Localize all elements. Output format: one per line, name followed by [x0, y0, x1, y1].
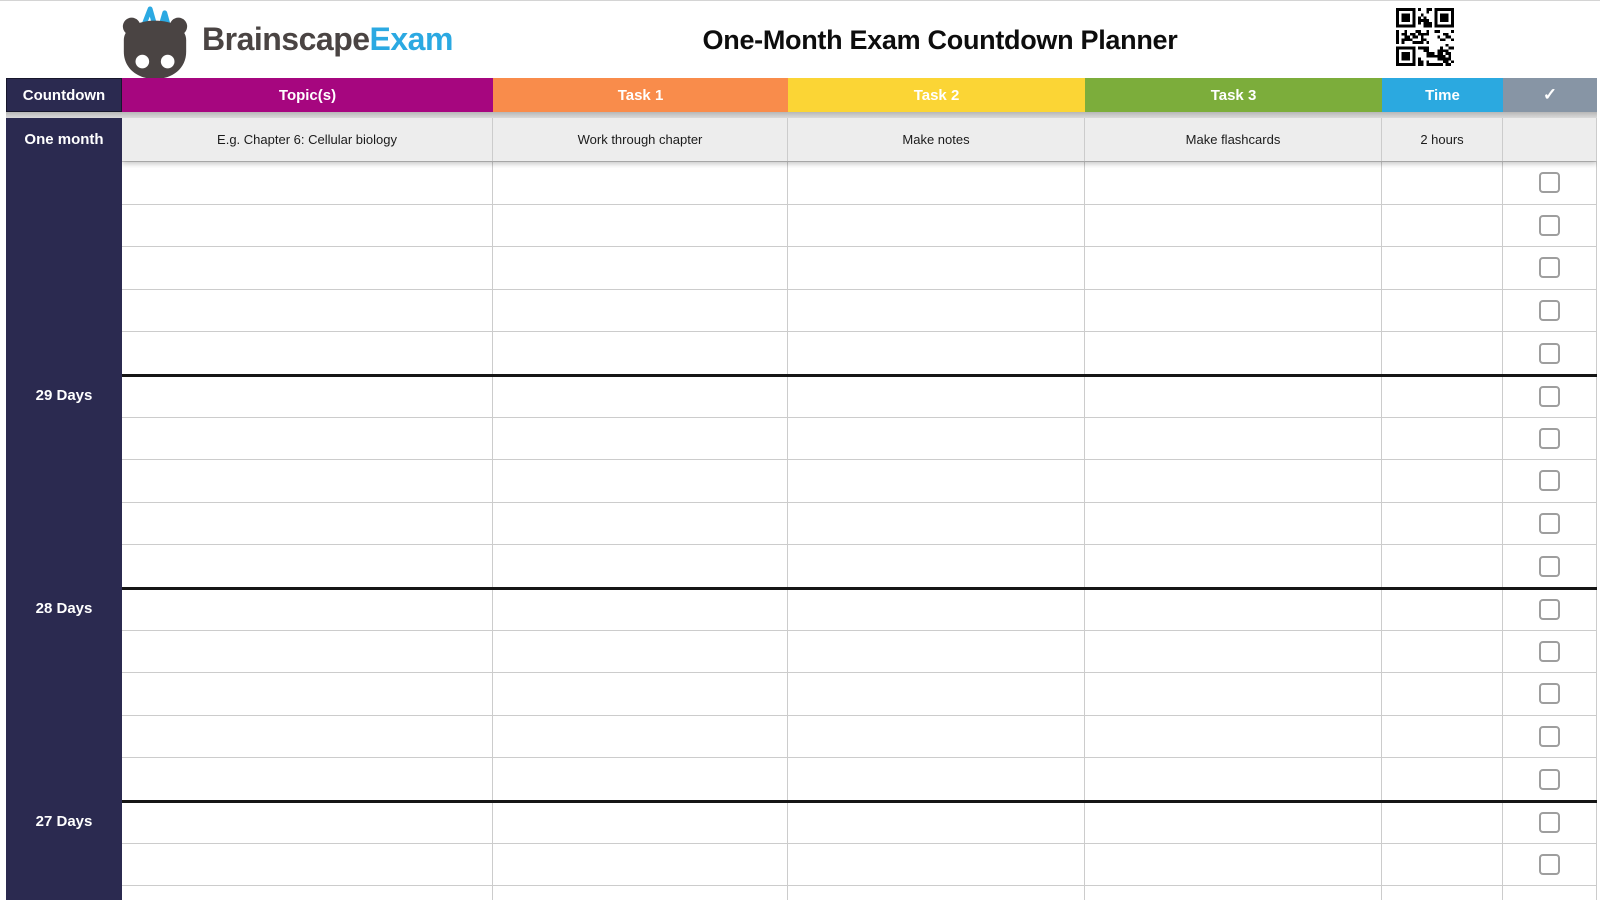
row-cell-task2[interactable] — [788, 247, 1085, 289]
row-cell-time[interactable] — [1382, 590, 1503, 630]
row-cell-task2[interactable] — [788, 673, 1085, 715]
task-checkbox[interactable] — [1539, 854, 1560, 875]
planner-row-partial — [122, 885, 1597, 900]
qr-modules — [1396, 8, 1454, 66]
row-cell-task1[interactable] — [493, 162, 788, 204]
row-cell-task1[interactable] — [493, 716, 788, 758]
row-cell-time[interactable] — [1382, 631, 1503, 673]
row-cell-topics[interactable] — [122, 590, 493, 630]
row-cell-task2[interactable] — [788, 162, 1085, 204]
row-cell-task3[interactable] — [1085, 332, 1382, 374]
planner-row — [122, 544, 1597, 587]
row-cell-task2[interactable] — [788, 844, 1085, 886]
row-cell-task1[interactable] — [493, 758, 788, 800]
countdown-section — [6, 118, 122, 374]
row-cell-time[interactable] — [1382, 844, 1503, 886]
row-cell-task2[interactable] — [788, 545, 1085, 587]
brand-name-primary: Brainscape — [202, 21, 370, 57]
row-cell-check[interactable] — [1503, 545, 1597, 587]
row-cell-task2[interactable] — [788, 460, 1085, 502]
row-cell-topics[interactable] — [122, 247, 493, 289]
row-cell-time[interactable] — [1382, 205, 1503, 247]
row-cell-time[interactable] — [1382, 716, 1503, 758]
row-cell-task1[interactable] — [493, 332, 788, 374]
task-checkbox[interactable] — [1539, 343, 1560, 364]
row-cell-task1[interactable] — [493, 886, 788, 900]
brainscape-logo-icon — [116, 5, 194, 77]
planner-row — [122, 246, 1597, 289]
task-checkbox[interactable] — [1539, 641, 1560, 662]
example-cell-task3[interactable]: Make flashcards — [1085, 118, 1382, 161]
example-cell-task2[interactable]: Make notes — [788, 118, 1085, 161]
row-cell-check[interactable] — [1503, 503, 1597, 545]
row-cell-time[interactable] — [1382, 162, 1503, 204]
row-cell-task1[interactable] — [493, 460, 788, 502]
row-cell-task3[interactable] — [1085, 290, 1382, 332]
task-checkbox[interactable] — [1539, 726, 1560, 747]
row-cell-time[interactable] — [1382, 886, 1503, 900]
row-cell-check[interactable] — [1503, 673, 1597, 715]
row-cell-task3[interactable] — [1085, 844, 1382, 886]
planner-row — [122, 161, 1597, 204]
row-cell-task2[interactable] — [788, 758, 1085, 800]
row-cell-task1[interactable] — [493, 545, 788, 587]
row-cell-topics[interactable] — [122, 377, 493, 417]
task-checkbox[interactable] — [1539, 683, 1560, 704]
column-header-countdown: Countdown — [6, 78, 122, 112]
column-header-time: Time — [1382, 78, 1503, 112]
row-cell-task3[interactable] — [1085, 377, 1382, 417]
row-cell-task2[interactable] — [788, 590, 1085, 630]
row-cell-check[interactable] — [1503, 205, 1597, 247]
page-title: One-Month Exam Countdown Planner — [702, 25, 1178, 55]
task-checkbox[interactable] — [1539, 769, 1560, 790]
row-cell-task3[interactable] — [1085, 886, 1382, 900]
row-cell-task2[interactable] — [788, 886, 1085, 900]
task-checkbox[interactable] — [1539, 513, 1560, 534]
task-checkbox[interactable] — [1539, 215, 1560, 236]
task-checkbox[interactable] — [1539, 556, 1560, 577]
planner-row — [122, 587, 1597, 630]
row-cell-task3[interactable] — [1085, 716, 1382, 758]
row-cell-task1[interactable] — [493, 205, 788, 247]
qr-code — [1396, 8, 1454, 68]
row-cell-task2[interactable] — [788, 290, 1085, 332]
row-cell-task3[interactable] — [1085, 673, 1382, 715]
row-cell-check[interactable] — [1503, 162, 1597, 204]
row-cell-task1[interactable] — [493, 631, 788, 673]
countdown-label: 29 Days — [35, 386, 93, 404]
countdown-section — [6, 374, 122, 587]
brand-wordmark — [202, 21, 453, 58]
row-cell-task1[interactable] — [493, 418, 788, 460]
example-row — [122, 118, 1597, 161]
row-cell-task1[interactable] — [493, 673, 788, 715]
column-header-task1: Task 1 — [493, 78, 788, 112]
column-header-check: ✓ — [1503, 78, 1597, 112]
row-cell-task2[interactable] — [788, 803, 1085, 843]
row-cell-check[interactable] — [1503, 290, 1597, 332]
task-checkbox[interactable] — [1539, 812, 1560, 833]
countdown-label: One month — [24, 131, 104, 148]
row-cell-task3[interactable] — [1085, 590, 1382, 630]
row-cell-task3[interactable] — [1085, 803, 1382, 843]
row-cell-topics[interactable] — [122, 716, 493, 758]
row-cell-topics[interactable] — [122, 844, 493, 886]
example-cell-task1[interactable]: Work through chapter — [493, 118, 788, 161]
countdown-planner-table — [6, 78, 1597, 900]
row-cell-topics[interactable] — [122, 673, 493, 715]
row-cell-topics[interactable] — [122, 803, 493, 843]
planner-row — [122, 672, 1597, 715]
row-cell-task3[interactable] — [1085, 545, 1382, 587]
row-cell-task3[interactable] — [1085, 205, 1382, 247]
planner-row — [122, 204, 1597, 247]
row-cell-task2[interactable] — [788, 631, 1085, 673]
row-cell-time[interactable] — [1382, 290, 1503, 332]
row-cell-time[interactable] — [1382, 377, 1503, 417]
row-cell-time[interactable] — [1382, 418, 1503, 460]
countdown-rail — [6, 118, 122, 900]
row-cell-task1[interactable] — [493, 844, 788, 886]
row-cell-time[interactable] — [1382, 673, 1503, 715]
row-cell-task1[interactable] — [493, 377, 788, 417]
example-cell-check[interactable] — [1503, 118, 1597, 161]
task-checkbox[interactable] — [1539, 172, 1560, 193]
row-cell-topics[interactable] — [122, 290, 493, 332]
row-cell-task3[interactable] — [1085, 460, 1382, 502]
row-cell-task3[interactable] — [1085, 503, 1382, 545]
planner-row — [122, 289, 1597, 332]
row-cell-task1[interactable] — [493, 503, 788, 545]
task-checkbox[interactable] — [1539, 470, 1560, 491]
row-cell-check[interactable] — [1503, 418, 1597, 460]
row-cell-check[interactable] — [1503, 886, 1597, 900]
row-cell-task1[interactable] — [493, 290, 788, 332]
row-cell-check[interactable] — [1503, 716, 1597, 758]
task-checkbox[interactable] — [1539, 257, 1560, 278]
countdown-label: 27 Days — [35, 812, 93, 830]
row-cell-topics[interactable] — [122, 460, 493, 502]
row-cell-task3[interactable] — [1085, 162, 1382, 204]
row-cell-check[interactable] — [1503, 803, 1597, 843]
planner-row — [122, 502, 1597, 545]
countdown-section — [6, 587, 122, 800]
row-cell-task1[interactable] — [493, 590, 788, 630]
row-cell-check[interactable] — [1503, 377, 1597, 417]
row-cell-task3[interactable] — [1085, 247, 1382, 289]
planner-row — [122, 374, 1597, 417]
planner-row — [122, 800, 1597, 843]
row-cell-task2[interactable] — [788, 205, 1085, 247]
row-cell-topics[interactable] — [122, 503, 493, 545]
row-cell-check[interactable] — [1503, 247, 1597, 289]
row-cell-task1[interactable] — [493, 803, 788, 843]
row-cell-topics[interactable] — [122, 162, 493, 204]
table-rows — [122, 118, 1597, 900]
row-cell-check[interactable] — [1503, 844, 1597, 886]
row-cell-task2[interactable] — [788, 332, 1085, 374]
row-cell-time[interactable] — [1382, 545, 1503, 587]
planner-row — [122, 459, 1597, 502]
row-cell-task2[interactable] — [788, 418, 1085, 460]
row-cell-check[interactable] — [1503, 460, 1597, 502]
task-checkbox[interactable] — [1539, 428, 1560, 449]
row-cell-time[interactable] — [1382, 332, 1503, 374]
row-cell-time[interactable] — [1382, 758, 1503, 800]
row-cell-check[interactable] — [1503, 332, 1597, 374]
table-body — [6, 118, 1597, 900]
column-header-task2: Task 2 — [788, 78, 1085, 112]
planner-row — [122, 757, 1597, 800]
row-cell-topics[interactable] — [122, 886, 493, 900]
planner-row — [122, 843, 1597, 886]
countdown-label: 28 Days — [35, 599, 93, 617]
row-cell-time[interactable] — [1382, 247, 1503, 289]
example-cell-topics[interactable]: E.g. Chapter 6: Cellular biology — [122, 118, 493, 161]
example-cell-time[interactable]: 2 hours — [1382, 118, 1503, 161]
row-cell-topics[interactable] — [122, 418, 493, 460]
row-cell-check[interactable] — [1503, 590, 1597, 630]
planner-row — [122, 630, 1597, 673]
row-cell-time[interactable] — [1382, 803, 1503, 843]
row-cell-task3[interactable] — [1085, 631, 1382, 673]
planner-row — [122, 715, 1597, 758]
row-cell-task3[interactable] — [1085, 418, 1382, 460]
column-header-task3: Task 3 — [1085, 78, 1382, 112]
row-cell-task2[interactable] — [788, 377, 1085, 417]
row-cell-task2[interactable] — [788, 716, 1085, 758]
row-cell-check[interactable] — [1503, 758, 1597, 800]
row-cell-task3[interactable] — [1085, 758, 1382, 800]
row-cell-topics[interactable] — [122, 758, 493, 800]
row-cell-topics[interactable] — [122, 631, 493, 673]
header-row — [6, 78, 1597, 112]
row-cell-task2[interactable] — [788, 503, 1085, 545]
planner-row — [122, 417, 1597, 460]
row-cell-time[interactable] — [1382, 503, 1503, 545]
top-band — [0, 1, 1600, 78]
row-cell-topics[interactable] — [122, 205, 493, 247]
countdown-section — [6, 800, 122, 885]
row-cell-topics[interactable] — [122, 545, 493, 587]
task-checkbox[interactable] — [1539, 300, 1560, 321]
row-cell-topics[interactable] — [122, 332, 493, 374]
planner-row — [122, 331, 1597, 374]
row-cell-check[interactable] — [1503, 631, 1597, 673]
column-header-topics: Topic(s) — [122, 78, 493, 112]
row-cell-task1[interactable] — [493, 247, 788, 289]
task-checkbox[interactable] — [1539, 386, 1560, 407]
brand-name-secondary: Exam — [369, 21, 453, 57]
task-checkbox[interactable] — [1539, 599, 1560, 620]
row-cell-time[interactable] — [1382, 460, 1503, 502]
